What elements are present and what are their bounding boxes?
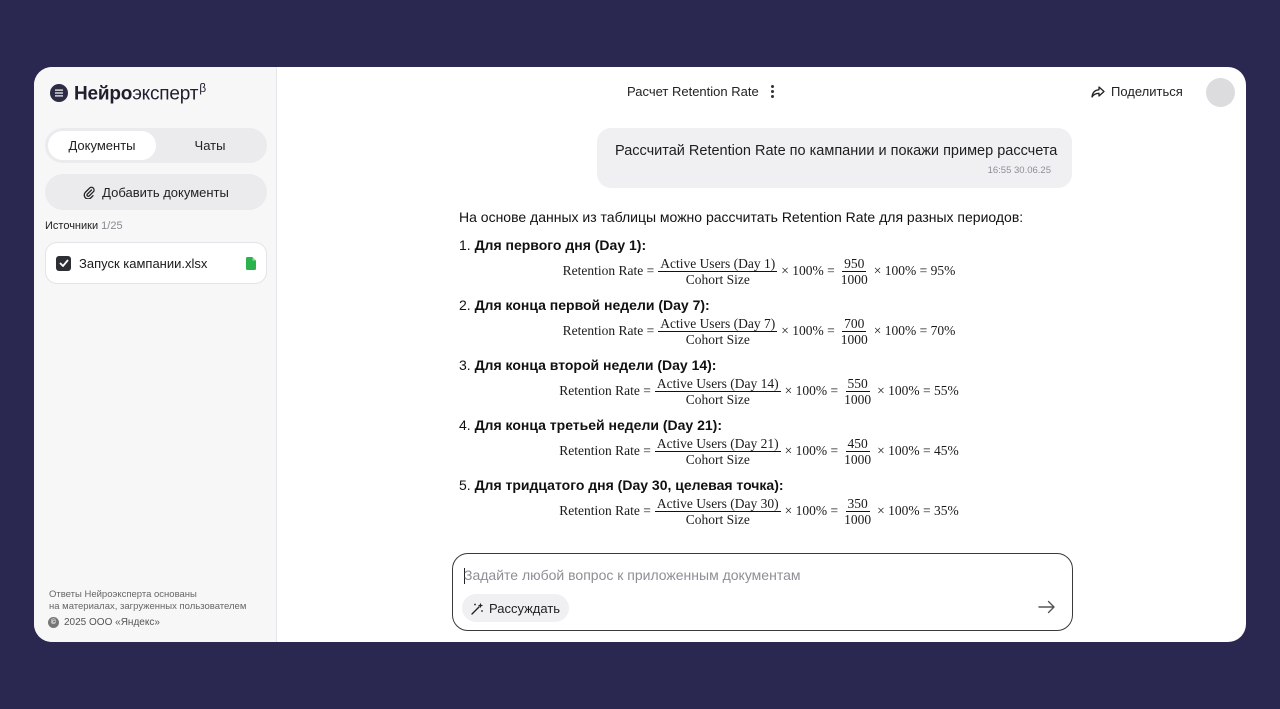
file-checkbox[interactable] — [56, 256, 71, 271]
sources-label: Источники 1/25 — [45, 220, 123, 232]
formula-lhs: Retention Rate = — [559, 443, 651, 458]
send-arrow-icon[interactable] — [1038, 600, 1056, 614]
copyright-icon: © — [48, 617, 59, 628]
chat-main — [277, 67, 1246, 642]
step-title: 1. Для первого дня (Day 1): — [459, 237, 647, 253]
brand-name: Нейроэксперт$^\beta$ — [74, 81, 206, 105]
retention-formula — [419, 373, 1099, 409]
message-timestamp: 16:55 30.06.25 — [987, 165, 1051, 176]
assistant-answer — [459, 209, 1099, 537]
chat-title: Расчет Retention Rate — [627, 84, 774, 99]
formula-lhs: Retention Rate = — [562, 263, 655, 278]
user-avatar[interactable] — [1206, 78, 1235, 107]
sparkle-wand-icon — [471, 602, 484, 615]
formula-values: $\frac{550}{1000}$ — [844, 375, 872, 407]
step-title: 5. Для тридцатого дня (Day 30, целевая точка): — [459, 477, 784, 493]
retention-formula — [419, 433, 1099, 469]
formula-values: $\frac{350}{1000}$ — [844, 495, 872, 527]
formula-values: $\frac{950}{1000}$ — [840, 255, 868, 287]
formula-ratio: $\frac{\text{Active Users (Day 21)}}{\text{Cohort Size}}$ — [656, 435, 779, 467]
tab-documents[interactable]: Документы — [48, 131, 156, 160]
paperclip-icon — [83, 186, 95, 199]
step-title: 2. Для конца первой недели (Day 7): — [459, 297, 710, 313]
step-title: 4. Для конца третьей недели (Day 21): — [459, 417, 722, 433]
formula-result: × 100% = 70% — [873, 323, 956, 338]
share-button[interactable] — [1091, 84, 1183, 99]
retention-formula — [419, 313, 1099, 349]
disclaimer-text: Ответы Нейроэксперта основаны на материалах, загруженных пользователем — [49, 589, 247, 612]
sidebar — [34, 67, 277, 642]
source-file-item[interactable] — [45, 242, 267, 284]
formula-multiplier: × 100% = — [781, 263, 835, 278]
formula-lhs: Retention Rate = — [559, 503, 651, 518]
answer-intro: На основе данных из таблицы можно рассчитать Retention Rate для разных периодов: — [459, 209, 1024, 225]
formula-multiplier: × 100% = — [781, 323, 835, 338]
formula-multiplier: × 100% = — [784, 503, 839, 518]
app-window — [34, 67, 1246, 642]
sidebar-tabs — [45, 128, 267, 163]
share-label: Поделиться — [1111, 84, 1183, 99]
question-input[interactable] — [464, 567, 1044, 583]
answer-step — [459, 357, 1099, 409]
add-documents-label: Добавить документы — [102, 184, 229, 200]
retention-formula — [419, 493, 1099, 529]
retention-formula — [419, 253, 1099, 289]
share-icon — [1091, 86, 1105, 98]
step-title: 3. Для конца второй недели (Day 14): — [459, 357, 717, 373]
more-options-icon[interactable] — [771, 85, 774, 98]
formula-result: × 100% = 45% — [877, 443, 959, 458]
answer-step — [459, 297, 1099, 349]
formula-ratio: $\frac{\text{Active Users (Day 7)}}{\text{Cohort Size}}$ — [660, 315, 776, 347]
spreadsheet-file-icon — [246, 257, 256, 270]
formula-lhs: Retention Rate = — [562, 323, 655, 338]
answer-step — [459, 477, 1099, 529]
formula-result: × 100% = 95% — [873, 263, 956, 278]
add-documents-button[interactable] — [45, 174, 267, 210]
formula-ratio: $\frac{\text{Active Users (Day 30)}}{\text{Cohort Size}}$ — [656, 495, 779, 527]
formula-values: $\frac{700}{1000}$ — [840, 315, 868, 347]
answer-step — [459, 417, 1099, 469]
answer-step — [459, 237, 1099, 289]
user-message-text: Рассчитай Retention Rate по кампании и покажи пример рассчета — [615, 143, 1058, 159]
formula-multiplier: × 100% = — [784, 443, 839, 458]
user-message — [597, 128, 1072, 188]
formula-multiplier: × 100% = — [784, 383, 839, 398]
yandex-logo-icon — [50, 84, 68, 102]
sources-count: 1/25 — [101, 220, 123, 232]
formula-ratio: $\frac{\text{Active Users (Day 14)}}{\text{Cohort Size}}$ — [656, 375, 779, 407]
formula-result: × 100% = 35% — [877, 503, 959, 518]
checkmark-icon — [59, 259, 69, 267]
formula-values: $\frac{450}{1000}$ — [844, 435, 872, 467]
reasoning-toggle-button[interactable] — [462, 594, 569, 622]
copyright: © 2025 ООО «Яндекс» — [48, 617, 160, 628]
tab-chats[interactable]: Чаты — [194, 138, 226, 153]
file-name: Запуск кампании.xlsx — [79, 255, 208, 271]
logo[interactable] — [50, 81, 206, 105]
message-composer — [452, 553, 1073, 631]
formula-ratio: $\frac{\text{Active Users (Day 1)}}{\text{Cohort Size}}$ — [660, 255, 776, 287]
reasoning-label: Рассуждать — [489, 600, 561, 616]
formula-result: × 100% = 55% — [877, 383, 959, 398]
formula-lhs: Retention Rate = — [559, 383, 651, 398]
